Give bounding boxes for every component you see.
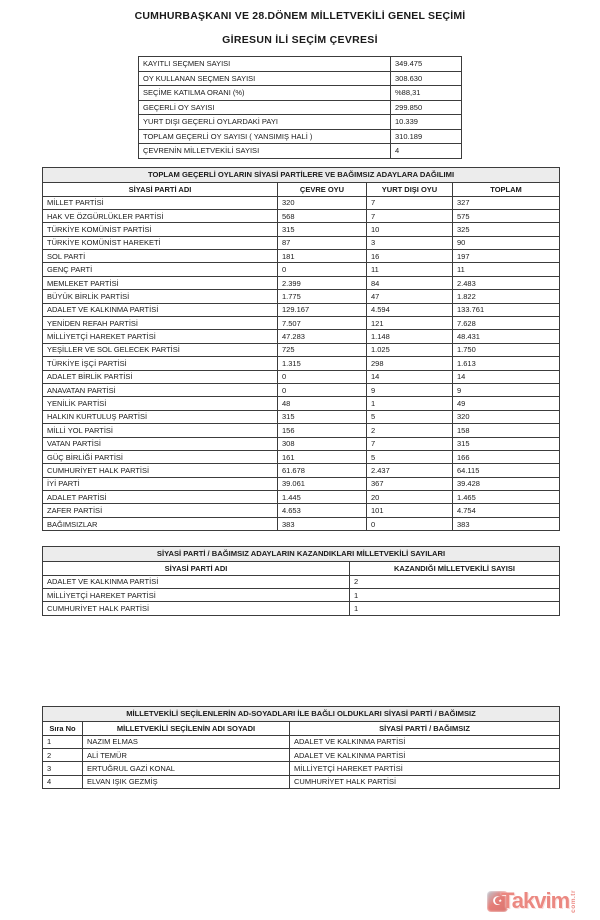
district-votes: 315 [278,223,367,236]
table-row [139,71,462,86]
total-votes: 49 [453,397,560,410]
party-name: BÜYÜK BİRLİK PARTİSİ [43,290,278,303]
district-votes: 7.507 [278,317,367,330]
summary-value: 308.630 [391,71,462,86]
abroad-votes: 5 [367,450,453,463]
summary-value: 310.189 [391,129,462,144]
abroad-votes: 5 [367,410,453,423]
district-votes: 1.315 [278,357,367,370]
summary-value: 299.850 [391,100,462,115]
total-votes: 325 [453,223,560,236]
district-votes: 0 [278,263,367,276]
table-row [43,491,560,504]
crescent-star-icon: ☪ [487,891,508,912]
district-votes: 4.653 [278,504,367,517]
total-votes: 133.761 [453,303,560,316]
summary-label: GEÇERLİ OY SAYISI [139,100,391,115]
summary-table [138,56,462,159]
row-number: 3 [43,762,83,775]
table-row [43,370,560,383]
party-name: MİLLET PARTİSİ [43,196,278,209]
page-subtitle: GİRESUN İLİ SEÇİM ÇEVRESİ [222,34,378,46]
table-row [43,290,560,303]
party-name: ZAFER PARTİSİ [43,504,278,517]
total-votes: 9 [453,383,560,396]
total-votes: 158 [453,424,560,437]
deputies-table-title-row [43,707,560,722]
deputy-party: MİLLİYETÇİ HAREKET PARTİSİ [290,762,560,775]
total-votes: 48.431 [453,330,560,343]
district-votes: 725 [278,343,367,356]
seat-count: 1 [350,588,560,601]
abroad-votes: 10 [367,223,453,236]
total-votes: 64.115 [453,464,560,477]
abroad-votes: 0 [367,517,453,530]
party-name: GENÇ PARTİ [43,263,278,276]
party-name: HALKIN KURTULUŞ PARTİSİ [43,410,278,423]
table-row [43,575,560,588]
district-votes: 308 [278,437,367,450]
seats-table [42,546,560,616]
abroad-votes: 14 [367,370,453,383]
total-votes: 7.628 [453,317,560,330]
district-votes: 1.445 [278,491,367,504]
abroad-votes: 7 [367,196,453,209]
total-votes: 315 [453,437,560,450]
total-votes: 320 [453,410,560,423]
party-name: MİLLİ YOL PARTİSİ [43,424,278,437]
total-votes: 1.613 [453,357,560,370]
party-name: MİLLİYETÇİ HAREKET PARTİSİ [43,330,278,343]
summary-label: YURT DIŞI GEÇERLİ OYLARDAKİ PAYI [139,115,391,130]
table-row [43,343,560,356]
district-votes: 320 [278,196,367,209]
seats-table-title: SİYASİ PARTİ / BAĞIMSIZ ADAYLARIN KAZANDIKLARI MİLLETVEKİLİ SAYILARI [43,547,560,562]
abroad-votes: 298 [367,357,453,370]
party-name: ANAVATAN PARTİSİ [43,383,278,396]
deputy-name: NAZIM ELMAS [83,735,290,748]
table-row [43,196,560,209]
column-header-party: SİYASİ PARTİ ADI [43,561,350,575]
party-name: MEMLEKET PARTİSİ [43,276,278,289]
district-votes: 61.678 [278,464,367,477]
table-row [43,450,560,463]
summary-value: %88,31 [391,86,462,101]
deputy-name: ELVAN IŞIK GEZMİŞ [83,775,290,788]
deputies-table [42,706,560,789]
abroad-votes: 11 [367,263,453,276]
table-row [43,263,560,276]
district-votes: 2.399 [278,276,367,289]
district-votes: 156 [278,424,367,437]
district-votes: 47.283 [278,330,367,343]
summary-label: SEÇİME KATILMA ORANI (%) [139,86,391,101]
votes-table-title-row [43,168,560,183]
summary-value: 10.339 [391,115,462,130]
abroad-votes: 367 [367,477,453,490]
table-row [43,477,560,490]
district-votes: 1.775 [278,290,367,303]
seats-table-title-row [43,547,560,562]
row-number: 1 [43,735,83,748]
party-name: YENİDEN REFAH PARTİSİ [43,317,278,330]
party-name: TÜRKİYE KOMÜNİST PARTİSİ [43,223,278,236]
column-header-party: SİYASİ PARTİ ADI [43,182,278,196]
deputies-table-title: MİLLETVEKİLİ SEÇİLENLERİN AD-SOYADLARI İLE BAĞLI OLDUKLARI SİYASİ PARTİ / BAĞIMSIZ [43,707,560,722]
party-name: YENİLİK PARTİSİ [43,397,278,410]
abroad-votes: 3 [367,236,453,249]
votes-table [42,167,560,531]
summary-value: 349.475 [391,57,462,72]
abroad-votes: 20 [367,491,453,504]
table-row [43,236,560,249]
table-row [43,357,560,370]
seat-count: 2 [350,575,560,588]
district-votes: 0 [278,370,367,383]
total-votes: 11 [453,263,560,276]
party-name: MİLLİYETÇİ HAREKET PARTİSİ [43,588,350,601]
total-votes: 2.483 [453,276,560,289]
summary-label: OY KULLANAN SEÇMEN SAYISI [139,71,391,86]
total-votes: 39.428 [453,477,560,490]
abroad-votes: 1 [367,397,453,410]
abroad-votes: 2.437 [367,464,453,477]
party-name: YEŞİLLER VE SOL GELECEK PARTİSİ [43,343,278,356]
seats-table-header-row [43,561,560,575]
table-row [43,424,560,437]
total-votes: 4.754 [453,504,560,517]
district-votes: 161 [278,450,367,463]
total-votes: 197 [453,250,560,263]
abroad-votes: 84 [367,276,453,289]
seat-count: 1 [350,602,560,615]
row-number: 2 [43,748,83,761]
party-name: ADALET VE KALKINMA PARTİSİ [43,303,278,316]
abroad-votes: 1.025 [367,343,453,356]
table-row [139,144,462,159]
party-name: ADALET VE KALKINMA PARTİSİ [43,575,350,588]
district-votes: 48 [278,397,367,410]
district-votes: 0 [278,383,367,396]
table-row [139,100,462,115]
abroad-votes: 1.148 [367,330,453,343]
party-name: HAK VE ÖZGÜRLÜKLER PARTİSİ [43,209,278,222]
abroad-votes: 7 [367,209,453,222]
table-row [43,303,560,316]
table-row [43,602,560,615]
table-row [43,276,560,289]
votes-table-title: TOPLAM GEÇERLİ OYLARIN SİYASİ PARTİLERE VE BAĞIMSIZ ADAYLARA DAĞILIMI [43,168,560,183]
table-row [43,317,560,330]
party-name: İYİ PARTİ [43,477,278,490]
total-votes: 1.822 [453,290,560,303]
row-number: 4 [43,775,83,788]
abroad-votes: 9 [367,383,453,396]
summary-label: ÇEVRENİN MİLLETVEKİLİ SAYISI [139,144,391,159]
district-votes: 129.167 [278,303,367,316]
abroad-votes: 101 [367,504,453,517]
column-header-row-number: Sıra No [43,721,83,735]
district-votes: 383 [278,517,367,530]
table-row [43,464,560,477]
total-votes: 90 [453,236,560,249]
takvim-watermark [487,886,577,916]
table-row [139,129,462,144]
deputy-name: ALİ TEMÜR [83,748,290,761]
deputy-name: ERTUĞRUL GAZİ KONAL [83,762,290,775]
deputies-table-header-row [43,721,560,735]
total-votes: 1.750 [453,343,560,356]
party-name: ADALET PARTİSİ [43,491,278,504]
table-row [43,517,560,530]
deputy-party: ADALET VE KALKINMA PARTİSİ [290,748,560,761]
takvim-logo-text: Takvim [501,888,570,913]
total-votes: 14 [453,370,560,383]
table-row [139,57,462,72]
table-row [43,588,560,601]
party-name: TÜRKİYE İŞÇİ PARTİSİ [43,357,278,370]
abroad-votes: 47 [367,290,453,303]
table-row [43,330,560,343]
table-row [43,762,560,775]
column-header-abroad-votes: YURT DIŞI OYU [367,182,453,196]
abroad-votes: 7 [367,437,453,450]
summary-label: TOPLAM GEÇERLİ OY SAYISI ( YANSIMIŞ HALİ ) [139,129,391,144]
column-header-seat-count: KAZANDIĞI MİLLETVEKİLİ SAYISI [350,561,560,575]
table-row [43,209,560,222]
summary-label: KAYITLI SEÇMEN SAYISI [139,57,391,72]
total-votes: 1.465 [453,491,560,504]
abroad-votes: 2 [367,424,453,437]
summary-value: 4 [391,144,462,159]
district-votes: 87 [278,236,367,249]
party-name: VATAN PARTİSİ [43,437,278,450]
party-name: TÜRKİYE KOMÜNİST HAREKETİ [43,236,278,249]
district-votes: 181 [278,250,367,263]
party-name: CUMHURİYET HALK PARTİSİ [43,464,278,477]
column-header-deputy-name: MİLLETVEKİLİ SEÇİLENİN ADI SOYADI [83,721,290,735]
page-title: CUMHURBAŞKANI VE 28.DÖNEM MİLLETVEKİLİ GENEL SEÇİMİ [134,10,466,22]
column-header-district-votes: ÇEVRE OYU [278,182,367,196]
table-row [139,86,462,101]
party-name: ADALET BİRLİK PARTİSİ [43,370,278,383]
abroad-votes: 16 [367,250,453,263]
table-row [43,775,560,788]
party-name: GÜÇ BİRLİĞİ PARTİSİ [43,450,278,463]
table-row [43,250,560,263]
district-votes: 315 [278,410,367,423]
table-row [43,383,560,396]
party-name: SOL PARTİ [43,250,278,263]
deputy-party: CUMHURİYET HALK PARTİSİ [290,775,560,788]
table-row [43,437,560,450]
votes-table-header-row [43,182,560,196]
total-votes: 327 [453,196,560,209]
party-name: BAĞIMSIZLAR [43,517,278,530]
table-row [139,115,462,130]
district-votes: 39.061 [278,477,367,490]
total-votes: 383 [453,517,560,530]
table-row [43,410,560,423]
column-header-deputy-party: SİYASİ PARTİ / BAĞIMSIZ [290,721,560,735]
total-votes: 575 [453,209,560,222]
takvim-domain-suffix: com.tr [570,889,578,913]
district-votes: 568 [278,209,367,222]
table-row [43,735,560,748]
table-row [43,397,560,410]
table-row [43,223,560,236]
table-row [43,504,560,517]
deputy-party: ADALET VE KALKINMA PARTİSİ [290,735,560,748]
column-header-total-votes: TOPLAM [453,182,560,196]
party-name: CUMHURİYET HALK PARTİSİ [43,602,350,615]
abroad-votes: 4.594 [367,303,453,316]
abroad-votes: 121 [367,317,453,330]
total-votes: 166 [453,450,560,463]
table-row [43,748,560,761]
